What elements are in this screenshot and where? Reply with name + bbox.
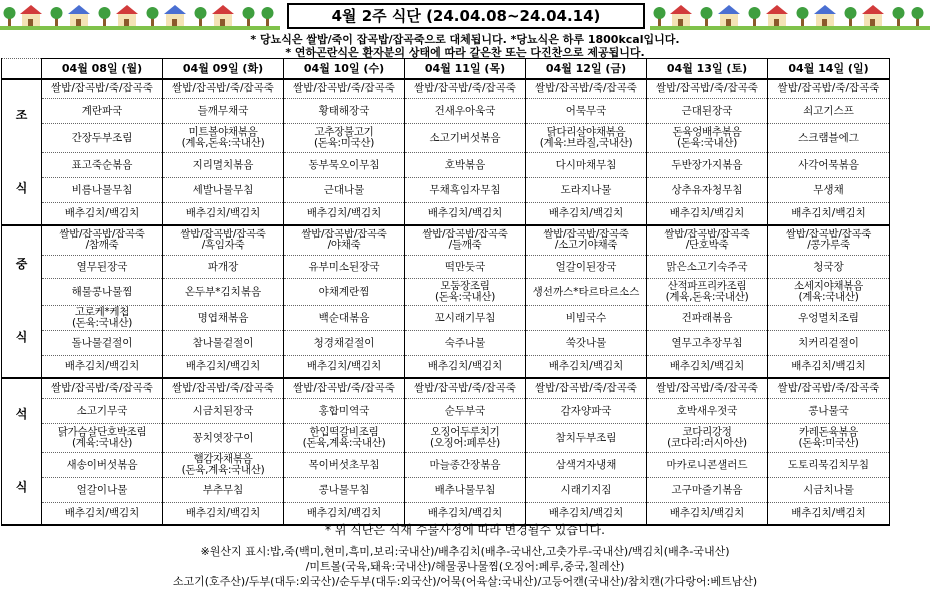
menu-cell-line: /단호박죽 — [685, 239, 729, 252]
menu-cell: 돌나물겉절이 — [42, 331, 163, 356]
menu-cell: 들깨무채국 — [163, 99, 284, 124]
meal-label-top: 중 — [15, 257, 28, 271]
meal-label-bottom: 식 — [15, 480, 28, 494]
menu-cell — [647, 279, 768, 306]
menu-cell: 배추김치/백김치 — [526, 503, 647, 525]
menu-cell-line: 고추장불고기 — [314, 126, 374, 138]
menu-cell-line: 코다리강정 — [682, 426, 732, 438]
menu-cell: 맑은소고기숙주국 — [647, 256, 768, 279]
menu-row — [2, 453, 890, 478]
table-corner — [2, 59, 42, 79]
menu-cell: 목이버섯초무침 — [284, 453, 405, 478]
menu-cell-line: 쌀밥/잡곡밥/잡곡죽 — [543, 228, 629, 241]
menu-cell: 명엽채볶음 — [163, 306, 284, 331]
menu-cell: 새송이버섯볶음 — [42, 453, 163, 478]
menu-cell-line: (계육,돈육:국내산) — [181, 137, 265, 149]
menu-cell: 배추김치/백김치 — [647, 203, 768, 225]
menu-row — [2, 79, 890, 99]
menu-row — [2, 399, 890, 424]
menu-cell: 비빔국수 — [526, 306, 647, 331]
menu-cell: 호박새우젓국 — [647, 399, 768, 424]
day-header: 04월 08일 (월) — [42, 59, 163, 79]
menu-cell: 도토리묵김치무침 — [768, 453, 890, 478]
menu-cell: 순두부국 — [405, 399, 526, 424]
footer-origin-line-3: 소고기(호주산)/두부(대두:외국산)/순두부(대두:외국산)/어묵(어육살:국내산)/고등어캔(국내산)/참치캔(가다랑어:베트남산) — [172, 575, 758, 588]
menu-cell-line: (오징어:페루산) — [430, 437, 500, 449]
menu-cell — [647, 124, 768, 153]
menu-cell: 표고죽순볶음 — [42, 153, 163, 178]
menu-cell: 배추김치/백김치 — [647, 503, 768, 525]
meal-label — [2, 378, 42, 525]
menu-cell: 야채계란찜 — [284, 279, 405, 306]
menu-cell: 쌀밥/잡곡밥/죽/잡곡죽 — [647, 79, 768, 99]
menu-cell-line: (돈육:미국산) — [313, 137, 375, 149]
menu-cell: 동부묵오이무침 — [284, 153, 405, 178]
menu-cell: 부추무침 — [163, 478, 284, 503]
menu-cell-line: 쌀밥/잡곡밥/잡곡죽 — [301, 228, 387, 241]
menu-cell: 쌀밥/잡곡밥/죽/잡곡죽 — [768, 79, 890, 99]
house-icon — [862, 5, 884, 26]
meal-label-bottom: 식 — [15, 180, 28, 195]
menu-cell: 어묵무국 — [526, 99, 647, 124]
menu-row — [2, 279, 890, 306]
menu-cell-line: /소고기야채죽 — [554, 239, 618, 252]
menu-cell-line: 쌀밥/잡곡밥/잡곡죽 — [664, 228, 750, 241]
menu-cell: 쌀밥/잡곡밥/죽/잡곡죽 — [405, 79, 526, 99]
menu-cell: 콩나물무침 — [284, 478, 405, 503]
menu-cell: 우엉멸치조림 — [768, 306, 890, 331]
menu-cell: 배추김치/백김치 — [526, 356, 647, 378]
menu-cell-line: /흑임자죽 — [201, 239, 245, 252]
menu-cell-line: (계육:국내산) — [71, 437, 133, 449]
house-icon — [116, 5, 138, 26]
menu-cell — [647, 424, 768, 453]
footer-change-notice: * 위 식단은 식재 수불사정에 따라 변경될수 있습니다. — [325, 523, 605, 537]
menu-cell-line: /참깨죽 — [85, 239, 119, 252]
menu-cell: 세발나물무침 — [163, 178, 284, 203]
menu-cell: 고구마줄기볶음 — [647, 478, 768, 503]
menu-cell: 삼색겨자냉채 — [526, 453, 647, 478]
menu-cell: 다시마채무침 — [526, 153, 647, 178]
menu-cell: 상추유자청무침 — [647, 178, 768, 203]
menu-cell: 생선까스*타르타르소스 — [526, 279, 647, 306]
menu-cell-line: 햄감자채볶음 — [193, 453, 253, 465]
menu-cell-line: (계육:국내산) — [798, 291, 859, 303]
tree-icon — [147, 7, 159, 26]
menu-cell: 시금치된장국 — [163, 399, 284, 424]
menu-cell: 쇠고기스프 — [768, 99, 890, 124]
menu-cell: 마카로니콘샐러드 — [647, 453, 768, 478]
menu-cell: 비름나물무침 — [42, 178, 163, 203]
menu-cell-line: 닭가슴살단호박조림 — [57, 426, 147, 438]
menu-cell: 간장두부조림 — [42, 124, 163, 153]
meal-label — [2, 225, 42, 378]
menu-cell: 쌀밥/잡곡밥/죽/잡곡죽 — [405, 378, 526, 399]
menu-cell: 배추김치/백김치 — [526, 203, 647, 225]
meal-label-bottom: 식 — [15, 330, 28, 344]
tree-icon — [845, 7, 857, 26]
menu-cell-line: 산적파프리카조림 — [667, 280, 747, 292]
menu-cell: 배추김치/백김치 — [163, 203, 284, 225]
menu-cell: 홍합미역국 — [284, 399, 405, 424]
menu-cell: 쌀밥/잡곡밥/죽/잡곡죽 — [163, 79, 284, 99]
menu-cell: 쌀밥/잡곡밥/죽/잡곡죽 — [526, 79, 647, 99]
footer-origin-line-2: /미트볼(국육,돼육:국내산)/해물콩나물찜(오징어:페루,중국,칠레산) — [305, 560, 625, 573]
menu-cell — [405, 279, 526, 306]
day-header: 04월 09일 (화) — [163, 59, 284, 79]
tree-icon — [797, 7, 809, 26]
menu-cell: 무채흑임자무침 — [405, 178, 526, 203]
menu-cell-line: 닭다리살야채볶음 — [546, 126, 626, 138]
menu-cell-line: 쌀밥/잡곡밥/잡곡죽 — [180, 228, 266, 241]
menu-cell: 쌀밥/잡곡밥/죽/잡곡죽 — [526, 378, 647, 399]
tree-icon — [195, 7, 207, 26]
menu-cell — [647, 225, 768, 256]
menu-row — [2, 153, 890, 178]
menu-cell — [768, 225, 890, 256]
menu-cell: 배추김치/백김치 — [163, 503, 284, 525]
menu-cell-line: 한입떡갈비조림 — [309, 426, 379, 438]
menu-row — [2, 378, 890, 399]
menu-cell: 쌀밥/잡곡밥/죽/잡곡죽 — [284, 378, 405, 399]
menu-cell-line: (돈육:국내산) — [434, 291, 496, 303]
footer-origin-line-1: ※원산지 표시:밥,죽(백미,현미,흑미,보리:국내산)/배추김치(배추-국내산,고춧가루-국내산)/백김치(배추-국내산) — [200, 545, 730, 558]
menu-cell-line: 쌀밥/잡곡밥/잡곡죽 — [785, 228, 872, 241]
menu-cell: 배추김치/백김치 — [284, 356, 405, 378]
tree-icon — [243, 7, 255, 26]
menu-cell: 배추김치/백김치 — [405, 356, 526, 378]
menu-cell — [163, 124, 284, 153]
menu-body — [2, 79, 890, 525]
menu-cell-line: /콩가루죽 — [807, 239, 850, 252]
menu-cell: 쌀밥/잡곡밥/죽/잡곡죽 — [163, 378, 284, 399]
menu-row — [2, 256, 890, 279]
menu-cell: 열무고추장무침 — [647, 331, 768, 356]
menu-row — [2, 225, 890, 256]
menu-cell: 백순대볶음 — [284, 306, 405, 331]
menu-cell: 유부미소된장국 — [284, 256, 405, 279]
menu-cell-line: (코다리:러시아산) — [667, 437, 747, 449]
menu-cell: 시래기지짐 — [526, 478, 647, 503]
menu-row — [2, 124, 890, 153]
menu-cell: 치커리겉절이 — [768, 331, 890, 356]
menu-cell: 쌀밥/잡곡밥/죽/잡곡죽 — [42, 79, 163, 99]
menu-cell: 쌀밥/잡곡밥/죽/잡곡죽 — [284, 79, 405, 99]
menu-cell — [284, 424, 405, 453]
menu-cell: 감자양파국 — [526, 399, 647, 424]
menu-cell-line: /들깨죽 — [448, 239, 482, 252]
meal-label-top: 조 — [15, 107, 28, 122]
tree-icon — [51, 7, 63, 26]
menu-cell — [284, 225, 405, 256]
tree-icon — [912, 7, 924, 26]
house-icon — [670, 5, 692, 26]
menu-cell-line: /야채죽 — [327, 239, 361, 252]
menu-cell — [526, 225, 647, 256]
menu-cell-line: (돈육,계육:국내산) — [302, 437, 386, 449]
tree-icon — [4, 7, 16, 26]
menu-cell: 배추김치/백김치 — [42, 356, 163, 378]
menu-cell — [163, 225, 284, 256]
menu-cell: 콩나물국 — [768, 399, 890, 424]
menu-cell: 참치두부조림 — [526, 424, 647, 453]
house-icon — [718, 5, 740, 26]
menu-row — [2, 99, 890, 124]
day-header: 04월 14일 (일) — [768, 59, 890, 79]
house-icon — [68, 5, 90, 26]
menu-cell: 마늘종간장볶음 — [405, 453, 526, 478]
menu-cell: 배추김치/백김치 — [768, 356, 890, 378]
page-title: 4월 2주 식단 (24.04.08~24.04.14) — [287, 3, 645, 29]
menu-cell: 사각어묵볶음 — [768, 153, 890, 178]
tree-icon — [262, 7, 274, 26]
menu-cell: 배추김치/백김치 — [647, 356, 768, 378]
menu-cell-line: 모둠장조림 — [440, 280, 490, 292]
tree-icon — [701, 7, 713, 26]
menu-cell: 숙주나물 — [405, 331, 526, 356]
day-header: 04월 11일 (목) — [405, 59, 526, 79]
menu-cell: 배추김치/백김치 — [405, 503, 526, 525]
menu-cell — [768, 424, 890, 453]
menu-cell: 배추김치/백김치 — [284, 203, 405, 225]
menu-cell: 쑥갓나물 — [526, 331, 647, 356]
menu-cell: 무생채 — [768, 178, 890, 203]
menu-cell-line: 오징어두루치기 — [430, 426, 500, 438]
menu-cell-line: (돈육:국내산) — [676, 137, 738, 149]
menu-row — [2, 331, 890, 356]
menu-cell-line: 쌀밥/잡곡밥/잡곡죽 — [422, 228, 508, 241]
menu-cell: 지리멸치볶음 — [163, 153, 284, 178]
menu-cell-line: 소세지야채볶음 — [794, 280, 863, 292]
menu-cell — [284, 124, 405, 153]
menu-cell: 건새우아욱국 — [405, 99, 526, 124]
menu-cell: 소고기버섯볶음 — [405, 124, 526, 153]
menu-cell: 건파래볶음 — [647, 306, 768, 331]
menu-cell: 근대나물 — [284, 178, 405, 203]
menu-cell: 배추김치/백김치 — [163, 356, 284, 378]
menu-cell: 배추김치/백김치 — [768, 503, 890, 525]
menu-cell-line: (돈육:국내산) — [71, 317, 133, 329]
menu-row — [2, 203, 890, 225]
menu-cell-line: 고로케*케첩 — [74, 306, 130, 318]
menu-cell: 참나물겉절이 — [163, 331, 284, 356]
menu-cell: 쌀밥/잡곡밥/죽/잡곡죽 — [647, 378, 768, 399]
house-icon — [20, 5, 42, 26]
house-icon — [164, 5, 186, 26]
menu-cell: 쌀밥/잡곡밥/죽/잡곡죽 — [768, 378, 890, 399]
menu-cell: 배추나물무침 — [405, 478, 526, 503]
menu-cell: 시금치나물 — [768, 478, 890, 503]
menu-cell-line: (돈육:미국산) — [798, 437, 859, 449]
menu-cell: 배추김치/백김치 — [768, 203, 890, 225]
menu-cell: 해물콩나물찜 — [42, 279, 163, 306]
day-header: 04월 13일 (토) — [647, 59, 768, 79]
menu-cell — [526, 124, 647, 153]
menu-cell: 계란파국 — [42, 99, 163, 124]
menu-row — [2, 178, 890, 203]
day-header: 04월 12일 (금) — [526, 59, 647, 79]
menu-cell-line: 미트볼야채볶음 — [188, 126, 258, 138]
menu-cell-line: (계육:브라질,국내산) — [539, 137, 633, 149]
meal-label-top: 석 — [15, 407, 28, 421]
menu-cell: 호박볶음 — [405, 153, 526, 178]
menu-cell — [405, 225, 526, 256]
menu-cell: 두반장가지볶음 — [647, 153, 768, 178]
menu-cell: 떡만둣국 — [405, 256, 526, 279]
menu-cell: 배추김치/백김치 — [42, 503, 163, 525]
menu-cell: 꼬시래기무침 — [405, 306, 526, 331]
menu-cell: 소고기무국 — [42, 399, 163, 424]
house-icon — [766, 5, 788, 26]
house-icon — [212, 5, 234, 26]
menu-row — [2, 306, 890, 331]
houses-and-trees-decoration-left — [0, 0, 280, 30]
tree-icon — [99, 7, 111, 26]
menu-cell — [42, 225, 163, 256]
notice-dysphagia: * 연하곤란식은 환자분의 상태에 따라 갈은찬 또는 다진찬으로 제공됩니다. — [285, 46, 645, 59]
menu-cell-line: (돈육,계육:국내산) — [181, 464, 265, 476]
menu-cell-line: 쌀밥/잡곡밥/잡곡죽 — [59, 228, 145, 241]
menu-cell: 배추김치/백김치 — [42, 203, 163, 225]
notice-diabetic: * 당뇨식은 쌀밥/죽이 잡곡밥/잡곡죽으로 대체됩니다. *당뇨식은 하루 1800kcal입니다. — [250, 33, 680, 46]
menu-cell: 꽁치엿장구이 — [163, 424, 284, 453]
menu-cell — [42, 306, 163, 331]
menu-cell: 근대된장국 — [647, 99, 768, 124]
menu-cell-line: (계육,돈육:국내산) — [665, 291, 749, 303]
menu-cell: 청국장 — [768, 256, 890, 279]
menu-cell: 황태해장국 — [284, 99, 405, 124]
menu-cell — [163, 453, 284, 478]
tree-icon — [654, 7, 666, 26]
day-header-row — [2, 59, 890, 79]
day-header: 04월 10일 (수) — [284, 59, 405, 79]
menu-cell: 도라지나물 — [526, 178, 647, 203]
houses-and-trees-decoration-right — [650, 0, 930, 30]
menu-row — [2, 478, 890, 503]
menu-cell: 얼갈이된장국 — [526, 256, 647, 279]
menu-cell: 열무된장국 — [42, 256, 163, 279]
menu-cell: 청경채겉절이 — [284, 331, 405, 356]
menu-cell: 쌀밥/잡곡밥/죽/잡곡죽 — [42, 378, 163, 399]
menu-cell — [405, 424, 526, 453]
menu-cell-line: 카레돈육볶음 — [798, 426, 859, 438]
menu-cell: 배추김치/백김치 — [284, 503, 405, 525]
menu-row — [2, 356, 890, 378]
menu-cell: 파개장 — [163, 256, 284, 279]
menu-cell: 얼갈이나물 — [42, 478, 163, 503]
house-icon — [814, 5, 836, 26]
menu-cell: 온두부*김치볶음 — [163, 279, 284, 306]
menu-cell: 배추김치/백김치 — [405, 203, 526, 225]
menu-cell — [768, 279, 890, 306]
menu-cell-line: 돈육엉배추볶음 — [672, 126, 742, 138]
weekly-menu-table — [1, 58, 890, 526]
menu-cell: 스크램블에그 — [768, 124, 890, 153]
tree-icon — [893, 7, 905, 26]
menu-row — [2, 424, 890, 453]
tree-icon — [749, 7, 761, 26]
meal-label — [2, 79, 42, 225]
menu-cell — [42, 424, 163, 453]
